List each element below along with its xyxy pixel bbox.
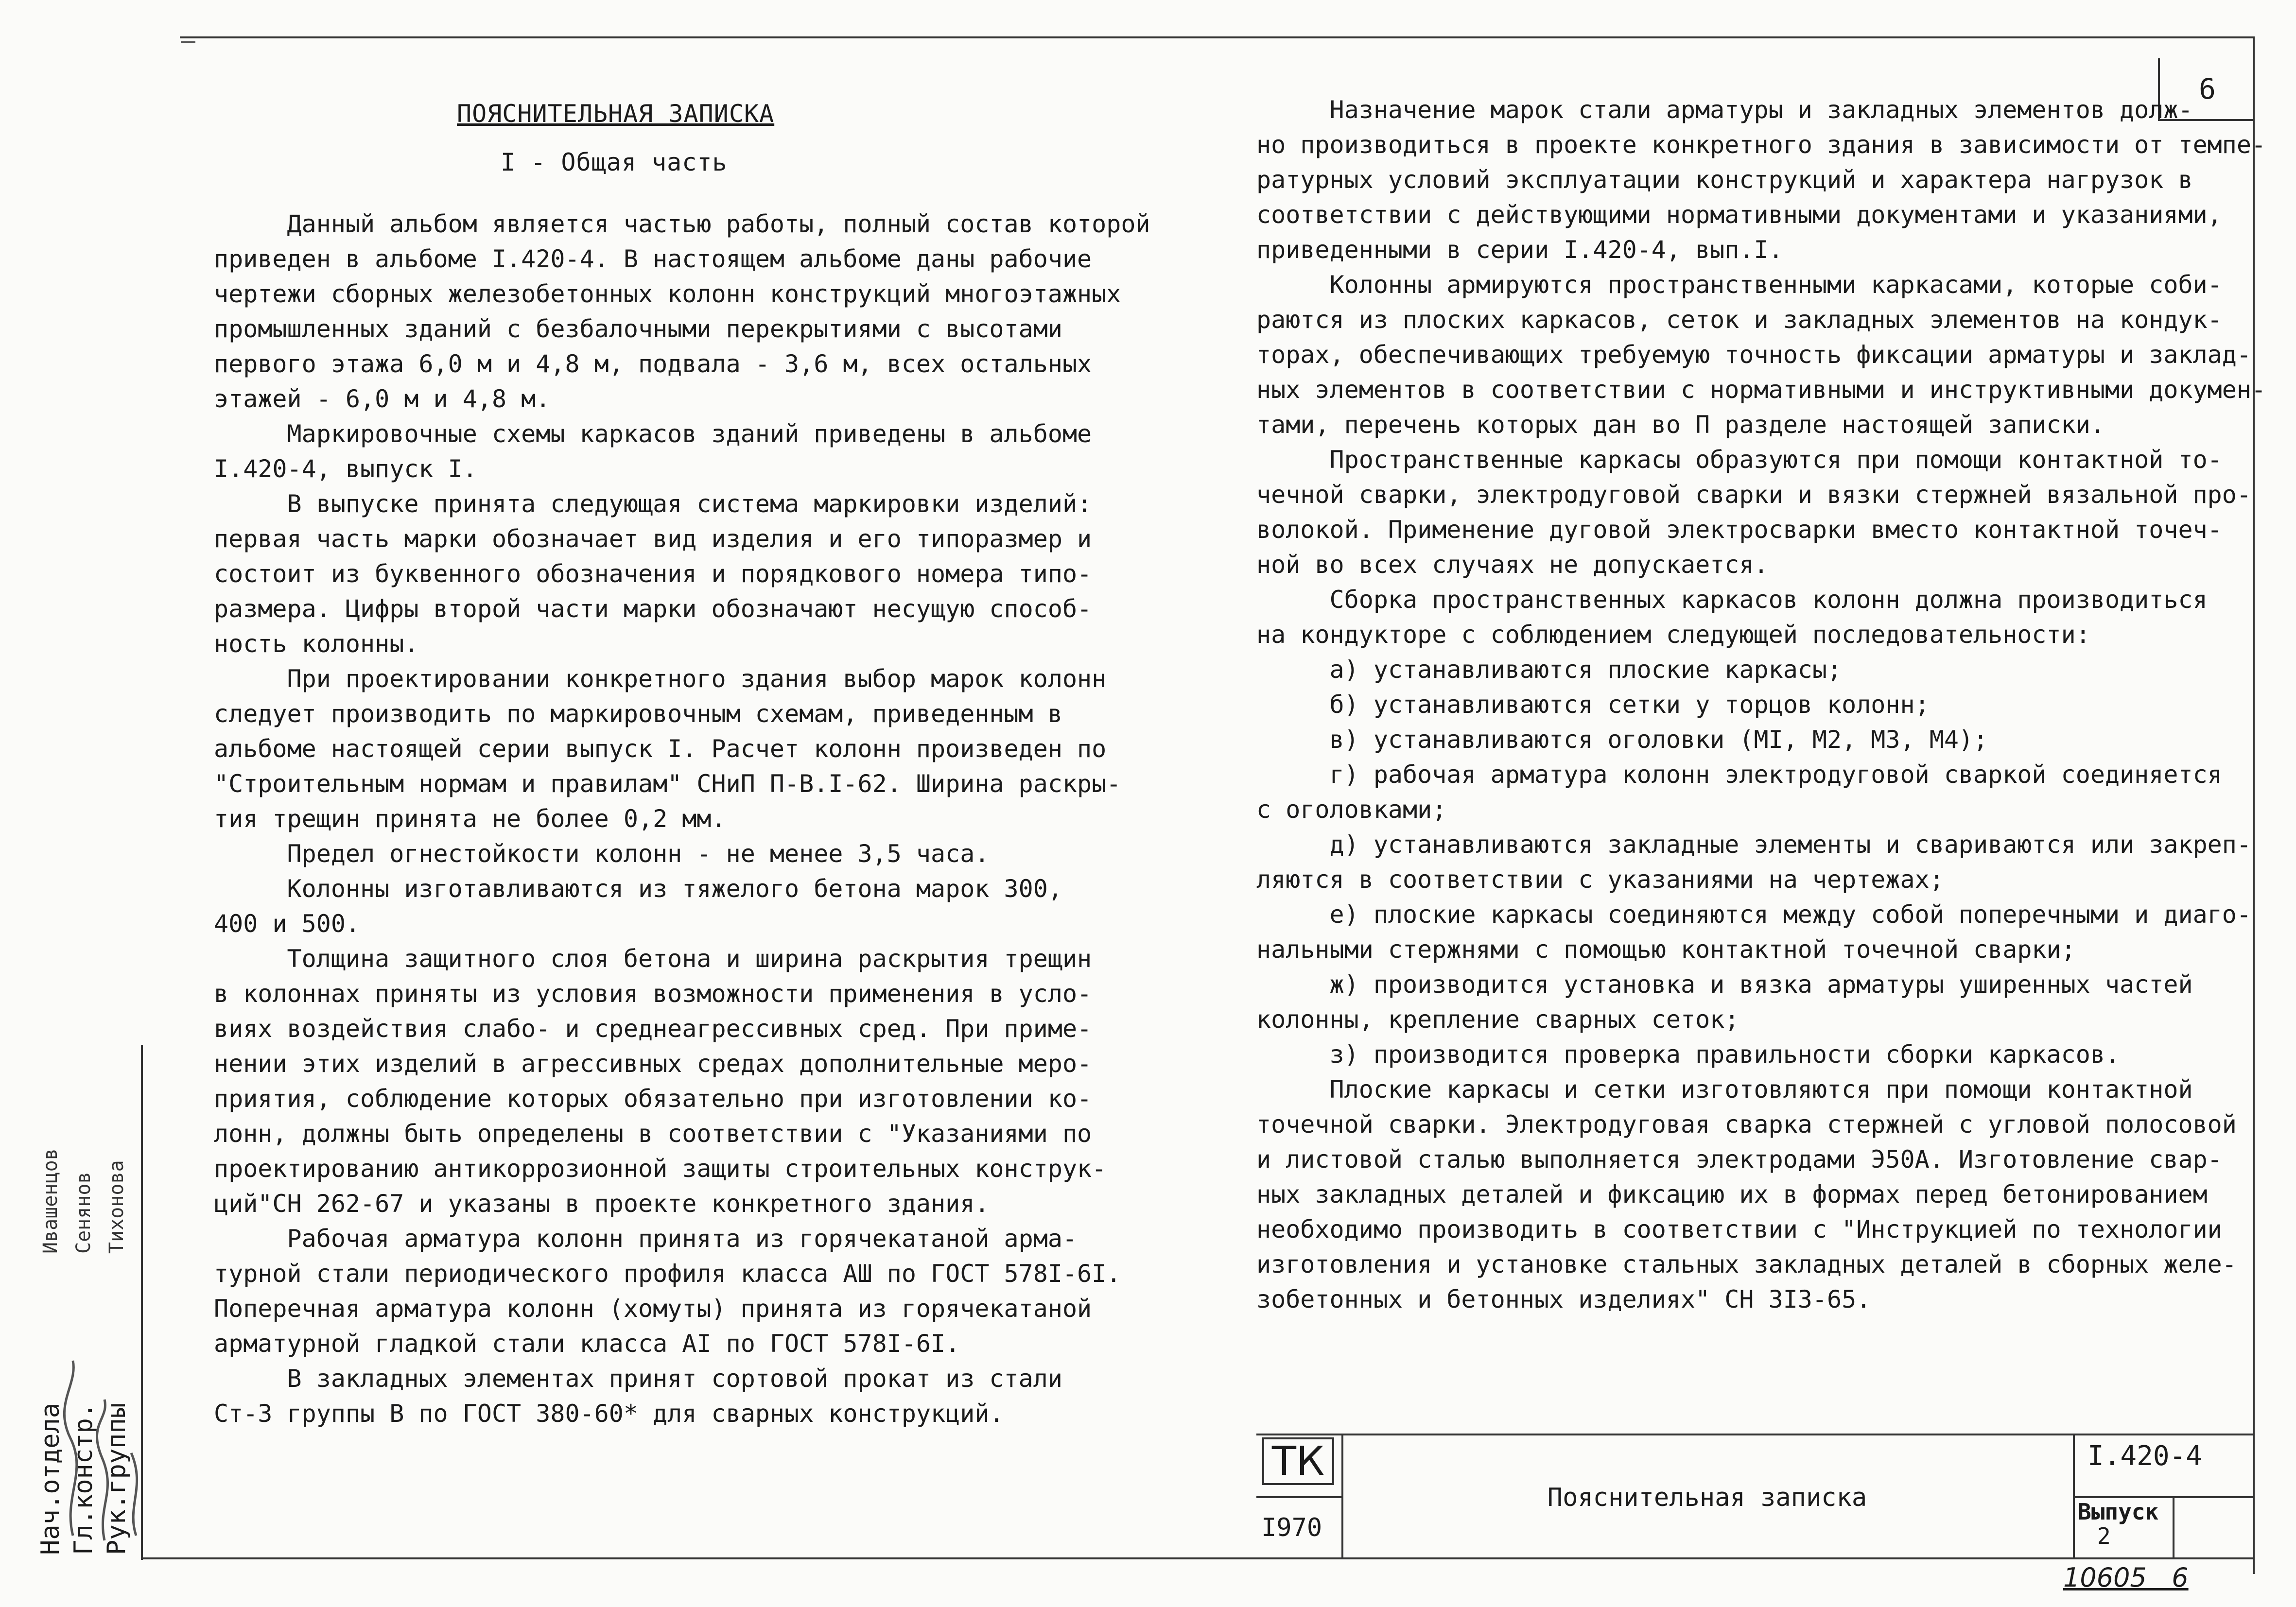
left-text-line: арматурной гладкой стали класса АI по ГОСТ 578I-6I. — [214, 1330, 960, 1358]
left-text-line: Ст-3 группы В по ГОСТ 380-60* для сварных конструкций. — [214, 1400, 1004, 1428]
left-text-line: проектированию антикоррозионной защиты строительных конструк- — [214, 1155, 1107, 1183]
issue-number: 2 — [2097, 1523, 2111, 1549]
right-text-line: в) устанавливаются оголовки (МI, М2, М3, М4); — [1256, 726, 1988, 754]
right-text-line: соответствии с действующими нормативными документами и указаниями, — [1256, 201, 2222, 229]
right-text-line: Назначение марок стали арматуры и закладных элементов долж- — [1256, 96, 2193, 124]
right-text-line: ных закладных деталей и фиксацию их в формах перед бетонированием — [1256, 1180, 2208, 1209]
right-text-line: ных элементов в соответствии с нормативными и инструктивными докумен- — [1256, 376, 2266, 404]
left-text-line: альбоме настоящей серии выпуск I. Расчет колонн произведен по — [214, 735, 1107, 763]
right-text-line: ратурных условий эксплуатации конструкций и характера нагрузок в — [1256, 166, 2193, 194]
page-number: 6 — [2158, 58, 2255, 121]
left-text-line: промышленных зданий с безбалочными перекрытиями с высотами — [214, 315, 1062, 343]
name-head-dept: Ивашенцов — [39, 1148, 62, 1254]
right-text-line: Сборка пространственных каркасов колонн должна производиться — [1256, 586, 2208, 614]
sheet-code: 10605 6 — [2063, 1562, 2189, 1593]
title-block-series-cell — [2073, 1435, 2253, 1559]
right-text-line: ж) производится установка и вязка арматуры уширенных частей — [1256, 970, 2193, 999]
right-text-line: приведенными в серии I.420-4, вып.I. — [1256, 236, 1783, 264]
left-text-line: первого этажа 6,0 м и 4,8 м, подвала - 3,6 м, всех остальных — [214, 350, 1092, 378]
left-text-line: Маркировочные схемы каркасов зданий приведены в альбоме — [214, 420, 1092, 448]
left-text-line: В выпуске принята следующая система маркировки изделий: — [214, 490, 1092, 518]
title-block-org-cell — [1256, 1435, 1343, 1559]
left-text-line: Толщина защитного слоя бетона и ширина раскрытия трещин — [214, 945, 1092, 973]
left-text-line: Рабочая арматура колонн принята из горячекатаной арма- — [214, 1225, 1078, 1253]
page-title: ПОЯСНИТЕЛЬНАЯ ЗАПИСКА — [457, 100, 775, 128]
left-text-line: 400 и 500. — [214, 910, 361, 938]
subtitle-text: I - Общая часть — [501, 148, 728, 176]
title-block — [1256, 1434, 2253, 1559]
issue-label: Выпуск — [2078, 1499, 2159, 1525]
left-text-line: следует производить по маркировочным схемам, приведенным в — [214, 700, 1062, 728]
right-text-line: колонны, крепление сварных сеток; — [1256, 1005, 1739, 1034]
handwritten-signatures — [58, 1157, 156, 1555]
left-text-line: Данный альбом является частью работы, полный состав которой — [214, 210, 1150, 238]
title-group-leader: Рук.группы — [102, 1402, 131, 1555]
right-text-line: тами, перечень которых дан во П разделе настоящей записки. — [1256, 411, 2105, 439]
corner-tick — [181, 41, 195, 43]
left-text-line: размера. Цифры второй части марки обозначают несущую способ- — [214, 595, 1092, 623]
left-text-line: состоит из буквенного обозначения и порядкового номера типо- — [214, 560, 1092, 588]
right-text-line: з) производится проверка правильности сборки каркасов. — [1256, 1040, 2120, 1069]
right-text-line: чечной сварки, электродуговой сварки и вязки стержней вязальной про- — [1256, 481, 2251, 509]
left-text-line: "Строительным нормам и правилам" СНиП П-В.I-62. Ширина раскры- — [214, 770, 1121, 798]
left-text-line: приятия, соблюдение которых обязательно при изготовлении ко- — [214, 1085, 1092, 1113]
left-text-line: нении этих изделий в агрессивных средах дополнительные меро- — [214, 1050, 1092, 1078]
title-chief-designer: Гл.констр. — [69, 1402, 98, 1555]
right-text-line: раются из плоских каркасов, сеток и закладных элементов на кондук- — [1256, 306, 2222, 334]
left-text-line: В закладных элементах принят сортовой прокат из стали — [214, 1365, 1062, 1393]
right-text-line: торах, обеспечивающих требуемую точность фиксации арматуры и заклад- — [1256, 341, 2251, 369]
left-text-line: ций"СН 262-67 и указаны в проекте конкретного здания. — [214, 1190, 990, 1218]
right-text-line: г) рабочая арматура колонн электродуговой сваркой соединяется — [1256, 760, 2222, 789]
right-text-line: и листовой сталью выполняется электродами Э50А. Изготовление свар- — [1256, 1145, 2222, 1174]
right-text-line: зобетонных и бетонных изделиях" СН 3I3-65. — [1256, 1285, 1871, 1313]
left-text-line: первая часть марки обозначает вид изделия и его типоразмер и — [214, 525, 1092, 553]
left-text-line: Предел огнестойкости колонн - не менее 3,5 часа. — [214, 840, 990, 868]
right-text-line: б) устанавливаются сетки у торцов колонн; — [1256, 691, 1930, 719]
right-text-line: ляются в соответствии с указаниями на чертежах; — [1256, 865, 1944, 894]
left-text-line: турной стали периодического профиля класса АШ по ГОСТ 578I-6I. — [214, 1260, 1121, 1288]
right-text-line: на кондукторе с соблюдением следующей последовательности: — [1256, 621, 2090, 649]
right-text-line: изготовления и установке стальных закладных деталей в сборных желе- — [1256, 1250, 2237, 1279]
left-text-line: Поперечная арматура колонн (хомуты) принята из горячекатаной — [214, 1295, 1092, 1323]
right-text-line: Пространственные каркасы образуются при помощи контактной то- — [1256, 446, 2222, 474]
left-text-line: приведен в альбоме I.420-4. В настоящем альбоме даны рабочие — [214, 245, 1092, 273]
right-text-line: ной во всех случаях не допускается. — [1256, 551, 1769, 579]
right-text-line: Колонны армируются пространственными каркасами, которые соби- — [1256, 271, 2222, 299]
page-subtitle — [501, 148, 728, 176]
left-text-line: лонн, должны быть определены в соответствии с "Указаниями по — [214, 1120, 1092, 1148]
right-text-line: а) устанавливаются плоские каркасы; — [1256, 656, 1842, 684]
right-text-column — [1256, 92, 2266, 1317]
right-text-line: е) плоские каркасы соединяются между собой поперечными и диаго- — [1256, 900, 2251, 929]
right-text-line: волокой. Применение дуговой электросварки вместо контактной точеч- — [1256, 516, 2222, 544]
left-text-line: Колонны изготавливаются из тяжелого бетона марок 300, — [214, 875, 1062, 903]
left-text-line: чертежи сборных железобетонных колонн конструкций многоэтажных — [214, 280, 1121, 308]
right-text-line: но производиться в проекте конкретного здания в зависимости от темпе- — [1256, 131, 2266, 159]
left-text-line: виях воздействия слабо- и среднеагрессивных сред. При приме- — [214, 1015, 1092, 1043]
title-head-dept: Нач.отдела — [36, 1402, 65, 1555]
right-text-line: нальными стержнями с помощью контактной точечной сварки; — [1256, 935, 2076, 964]
left-text-column — [214, 207, 1150, 1431]
right-text-line: с оголовками; — [1256, 795, 1447, 824]
name-group-leader: Тихонова — [105, 1160, 128, 1254]
right-text-line: необходимо производить в соответствии с "Инструкцией по технологии — [1256, 1215, 2222, 1244]
left-text-line: При проектировании конкретного здания выбор марок колонн — [214, 665, 1107, 693]
left-text-line: этажей - 6,0 м и 4,8 м. — [214, 385, 551, 413]
name-chief-designer: Сенянов — [72, 1172, 95, 1254]
right-text-line: Плоские каркасы и сетки изготовляются при помощи контактной — [1256, 1075, 2193, 1104]
org-mark: ТК — [1262, 1437, 1334, 1485]
left-text-line: I.420-4, выпуск I. — [214, 455, 477, 483]
left-text-line: тия трещин принята не более 0,2 мм. — [214, 805, 726, 833]
year: I970 — [1261, 1513, 1322, 1542]
right-text-line: д) устанавливаются закладные элементы и свариваются или закреп- — [1256, 830, 2251, 859]
left-text-line: в колоннах приняты из условия возможности применения в усло- — [214, 980, 1092, 1008]
title-block-title: Пояснительная записка — [1341, 1435, 2075, 1559]
series-number: I.420-4 — [2087, 1440, 2203, 1472]
right-text-line: точечной сварки. Электродуговая сварка стержней с угловой полосовой — [1256, 1110, 2237, 1139]
left-text-line: ность колонны. — [214, 630, 419, 658]
